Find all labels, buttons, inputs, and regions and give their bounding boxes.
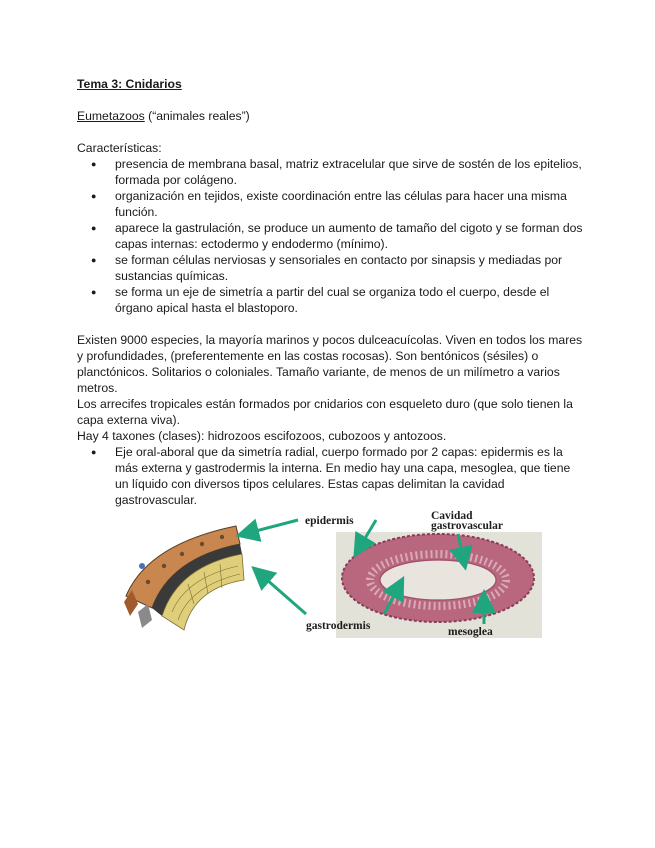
bullet-icon: ● <box>91 255 97 265</box>
cnidarian-layers-figure <box>118 504 542 646</box>
page-title: Tema 3: Cnidarios <box>77 77 182 91</box>
paragraph-species: Existen 9000 especies, la mayoría marinos y pocos dulceacuícolas. Viven en todos los mares y profundidades, (preferentemente en las costas rocosas). Son bentónicos (sésiles) o planctónicos. Solitarios o coloniales. Tamaño variante, de menos de un milímetro a varios metros. <box>77 333 583 395</box>
list-item: ● organización en tejidos, existe coordinación entre las células para hacer una misma función. <box>91 189 567 219</box>
paragraph-taxa: Hay 4 taxones (clases): hidrozoos escifozoos, cubozoos y antozoos. <box>77 429 447 443</box>
label-gastrovascular: gastrovascular <box>431 520 503 532</box>
body-plan-list <box>77 444 583 508</box>
bullet-icon: ● <box>91 191 97 201</box>
list-item: ● presencia de membrana basal, matriz extracelular que sirve de sostén de los epitelios, formada por colágeno. <box>91 157 582 187</box>
label-epidermis: epidermis <box>305 515 354 527</box>
label-gastrodermis: gastrodermis <box>306 620 371 632</box>
document-body <box>77 76 583 508</box>
paragraph-reefs: Los arrecifes tropicales están formados por cnidarios con esqueleto duro (que solo tienen la capa externa viva). <box>77 397 573 427</box>
label-mesoglea: mesoglea <box>448 626 493 638</box>
label-cavidad: Cavidad <box>431 510 473 522</box>
bullet-icon: ● <box>91 287 97 297</box>
list-item: ● se forman células nerviosas y sensoriales en contacto por sinapsis y mediadas por sustancias químicas. <box>91 253 563 283</box>
subtitle-term: Eumetazoos <box>77 109 145 123</box>
subtitle-rest: (“animales reales”) <box>144 109 250 123</box>
subtitle <box>77 108 583 124</box>
list-item: ● Eje oral-aboral que da simetría radial, cuerpo formado por 2 capas: epidermis es la más externa y gastrodermis la interna. En medio hay una capa, mesoglea, que tiene un líquido con diversos tipos celulares. Estas capas delimitan la cavidad gastrovascular. <box>91 445 571 507</box>
tissue-section-illustration <box>124 526 244 630</box>
characteristics-heading: Características: <box>77 141 162 155</box>
list-item: ● aparece la gastrulación, se produce un aumento de tamaño del cigoto y se forman dos capas internas: ectodermo y endodermo (mínimo). <box>91 221 583 251</box>
info-paragraphs <box>77 332 583 444</box>
list-item: ● se forma un eje de simetría a partir del cual se organiza todo el cuerpo, desde el órgano apical hasta el blastoporo. <box>91 285 550 315</box>
bullet-icon: ● <box>91 447 97 457</box>
characteristics-list <box>77 156 583 316</box>
bullet-icon: ● <box>91 223 97 233</box>
bullet-icon: ● <box>91 159 97 169</box>
